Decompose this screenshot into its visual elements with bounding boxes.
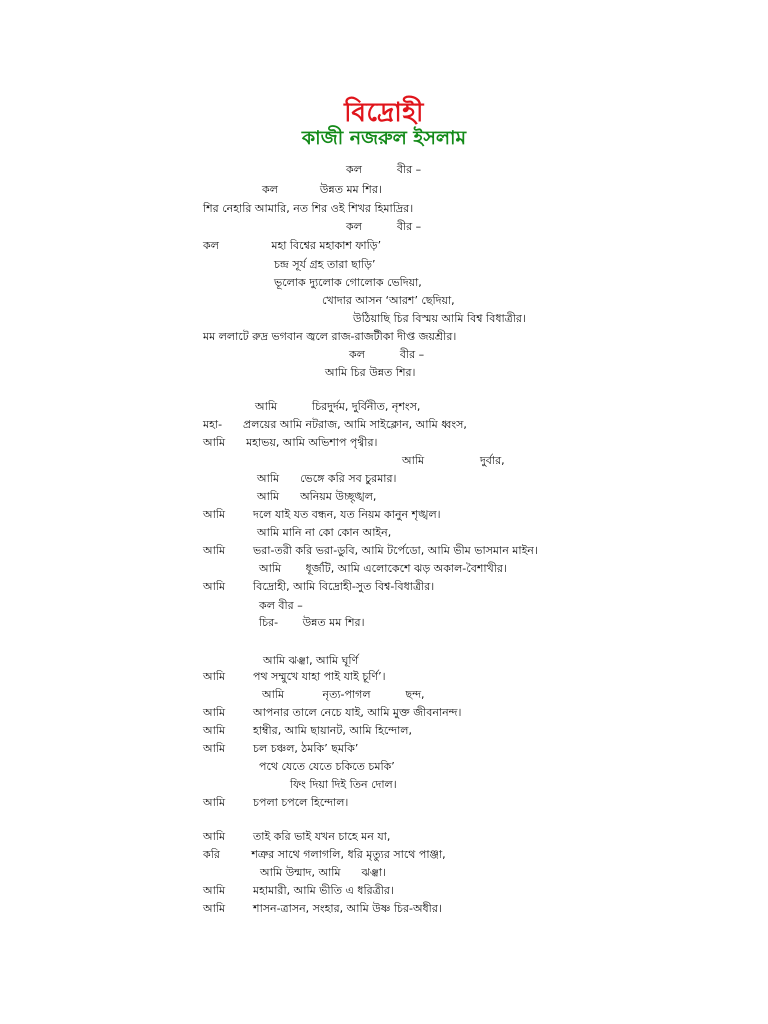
poem-line: আমি চির উন্নত শির। [325, 366, 416, 379]
poem-line: আমি মানি না কো কোন আইন, [257, 526, 392, 539]
poem-line: আমি অনিয়ম উচ্ছৃঙ্খল, [257, 490, 377, 503]
poem-line: আমি দলে যাই যত বন্ধন, যত নিয়ম কানুন শৃঙ্খল। [203, 508, 441, 521]
poem-line: মহা- প্রলয়ের আমি নটরাজ, আমি সাইক্লোন, আমি ধ্বংস, [203, 418, 467, 431]
poem-line: শির নেহারি আমারি, নত শির ওই শিখর হিমাদ্রির। [203, 202, 414, 215]
poem-line: আমি নৃত্য-পাগল ছন্দ, [262, 688, 425, 701]
poem-line: আমি পথ সম্মুখে যাহা পাই যাই চূর্ণি’। [203, 670, 386, 683]
poem-line: আমি ভরা-তরী করি ভরা-ডুবি, আমি টর্পেডো, আমি ভীম ভাসমান মাইন। [203, 544, 538, 557]
poem-line: চির- উন্নত মম শির। [259, 616, 365, 629]
poem-line: আমি চল চঞ্চল, ঠমকি’ ছমকি’ [203, 742, 359, 755]
poem-line: ভূলোক দ্যুলোক গোলোক ভেদিয়া, [274, 276, 422, 289]
poem-line: আমি হাম্বীর, আমি ছায়ানট, আমি হিন্দোল, [203, 724, 412, 737]
poem-line: আমি শাসন-ত্রাসন, সংহার, আমি উষ্ণ চির-অধীর। [203, 902, 442, 915]
poem-line: ফিং দিয়া দিই তিন দোল। [290, 778, 397, 791]
poem-line: আমি দুর্বার, [402, 454, 505, 467]
poem-line: কল মহা বিশ্বের মহাকাশ ফাড়ি’ [203, 239, 382, 252]
poem-line: আমি মহামারী, আমি ভীতি এ ধরিত্রীর। [203, 884, 394, 897]
poem-line: আমি মহাভয়, আমি অভিশাপ পৃথ্বীর। [203, 436, 378, 449]
poem-line: আমি চপলা চপলে হিন্দোল। [203, 796, 349, 809]
poem-line: কল উন্নত মম শির। [262, 183, 382, 196]
poem-title: বিদ্রোহী [344, 98, 424, 128]
poem-line: কল বীর – [349, 348, 425, 361]
poem-line: করি শত্রুর সাথে গলাগলি, ধরি মৃত্যুর সাথে পাঞ্জা, [203, 848, 446, 861]
poem-line: মম ললাটে রুদ্র ভগবান জ্বলে রাজ-রাজটীকা দীপ্ত জয়শ্রীর। [203, 330, 457, 343]
poem-line: উঠিয়াছি চির বিস্ময় আমি বিশ্ব বিধাত্রীর। [353, 312, 526, 325]
poem-line: আমি বিদ্রোহী, আমি বিদ্রোহী-সুত বিশ্ব-বিধাত্রীর। [203, 580, 435, 593]
poem-line: আমি তাই করি ভাই যখন চাহে মন যা, [203, 830, 391, 843]
poem-line: আমি উন্মাদ, আমি ঝঞ্ঝা। [260, 866, 386, 879]
poem-line: কল বীর – [346, 220, 422, 233]
poem-line: চন্দ্র সূর্য গ্রহ তারা ছাড়ি’ [274, 258, 376, 271]
poem-line: কল বীর – [346, 163, 422, 176]
poem-line: আমি ঝঞ্ঝা, আমি ঘূর্ণি [263, 654, 359, 667]
poem-line: আমি ভেঙ্গে করি সব চুরমার। [257, 472, 397, 485]
poem-line: খোদার আসন ‘আরশ’ ছেদিয়া, [322, 294, 455, 307]
poem-line: আমি ধূর্জটি, আমি এলোকেশে ঝড় অকাল-বৈশাখীর। [259, 562, 507, 575]
poem-line: পথে যেতে যেতে চকিতে চমকি’ [259, 760, 395, 773]
poem-line: আমি আপনার তালে নেচে যাই, আমি মুক্ত জীবনানন্দ। [203, 706, 462, 719]
poem-author: কাজী নজরুল ইসলাম [301, 127, 467, 149]
poem-line: কল বীর – [259, 599, 303, 612]
poem-line: আমি চিরদুর্দম, দুর্বিনীত, নৃশংস, [255, 400, 421, 413]
